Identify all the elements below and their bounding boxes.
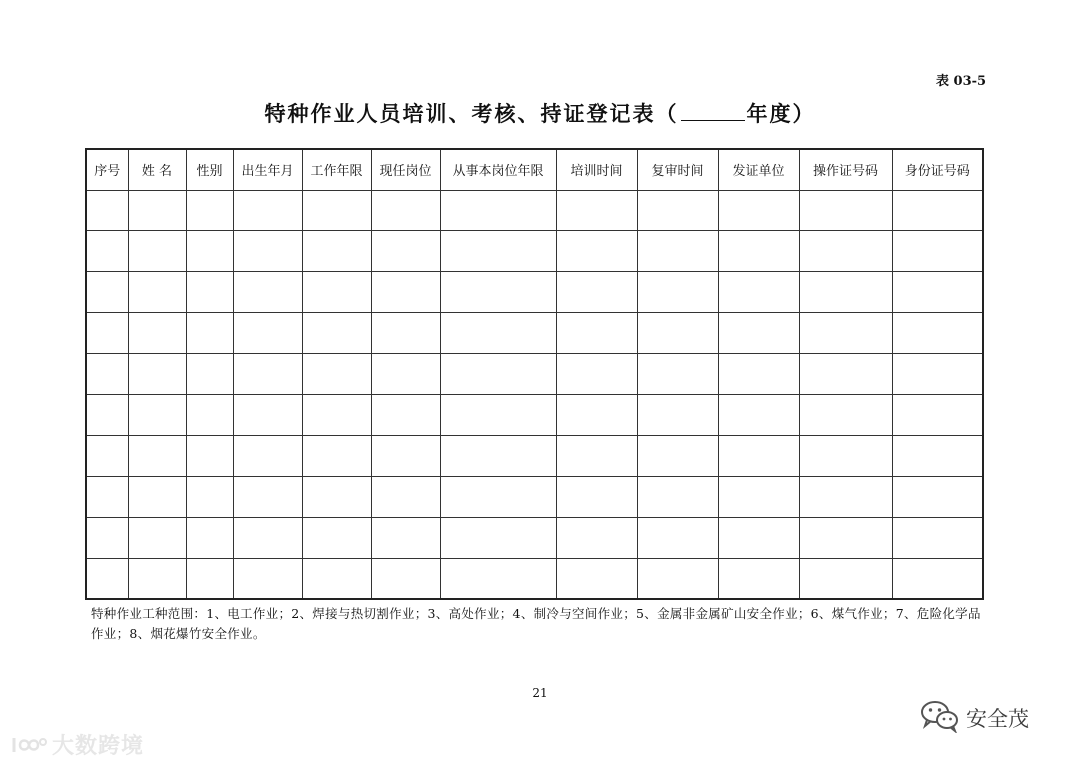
table-cell [440, 394, 556, 435]
table-cell [233, 394, 302, 435]
table-row [86, 231, 983, 272]
table-cell [892, 394, 983, 435]
form-code: 表 03-5 [936, 74, 987, 89]
table-cell [637, 517, 718, 558]
table-row [86, 476, 983, 517]
registration-table [85, 148, 984, 600]
table-cell [892, 517, 983, 558]
table-cell [371, 435, 440, 476]
table-cell [302, 517, 371, 558]
table-cell [718, 394, 799, 435]
table-cell [440, 313, 556, 354]
table-cell [556, 517, 637, 558]
table-cell [637, 190, 718, 231]
table-cell [302, 476, 371, 517]
year-blank [681, 100, 745, 121]
table-cell [128, 231, 186, 272]
table-cell [440, 272, 556, 313]
table-cell [86, 190, 128, 231]
table-cell [556, 476, 637, 517]
table-row [86, 272, 983, 313]
table-cell [892, 313, 983, 354]
table-cell [556, 558, 637, 599]
table-cell [186, 190, 233, 231]
table-cell [86, 558, 128, 599]
table-cell [718, 190, 799, 231]
table-cell [86, 517, 128, 558]
table-cell [892, 272, 983, 313]
header-cell: 序号 [86, 149, 128, 190]
table-cell [371, 354, 440, 395]
table-cell [233, 435, 302, 476]
table-cell [371, 558, 440, 599]
table-cell [128, 435, 186, 476]
table-cell [233, 313, 302, 354]
header-cell: 性别 [186, 149, 233, 190]
table-cell [186, 231, 233, 272]
table-cell [371, 476, 440, 517]
table-cell [718, 558, 799, 599]
header-cell: 复审时间 [637, 149, 718, 190]
table-cell [186, 313, 233, 354]
table-cell [371, 190, 440, 231]
table-cell [718, 231, 799, 272]
table-cell [556, 231, 637, 272]
watermark-left [10, 729, 144, 760]
table-cell [86, 272, 128, 313]
table-cell [128, 476, 186, 517]
table-cell [86, 231, 128, 272]
table-cell [637, 272, 718, 313]
table-cell [86, 394, 128, 435]
table-cell [86, 435, 128, 476]
table-cell [233, 272, 302, 313]
table-cell [799, 272, 892, 313]
page-title [0, 98, 1080, 128]
table-cell [440, 476, 556, 517]
table-cell [799, 394, 892, 435]
table-row [86, 435, 983, 476]
table-cell [233, 190, 302, 231]
header-row [86, 149, 983, 190]
table-cell [186, 435, 233, 476]
header-cell: 操作证号码 [799, 149, 892, 190]
table-cell [371, 231, 440, 272]
table-cell [556, 190, 637, 231]
table-cell [799, 231, 892, 272]
header-cell: 出生年月 [233, 149, 302, 190]
table-cell [637, 476, 718, 517]
header-cell: 工作年限 [302, 149, 371, 190]
table-cell [86, 354, 128, 395]
table-cell [892, 231, 983, 272]
table-cell [799, 190, 892, 231]
page-number: 21 [532, 686, 548, 700]
title-prefix: 特种作业人员培训、考核、持证登记表（ [264, 101, 679, 126]
table-cell [440, 190, 556, 231]
table-cell [371, 517, 440, 558]
table-cell [128, 558, 186, 599]
header-cell: 现任岗位 [371, 149, 440, 190]
table-cell [302, 313, 371, 354]
table-row [86, 394, 983, 435]
table-cell [799, 435, 892, 476]
table-row [86, 558, 983, 599]
table-cell [799, 313, 892, 354]
table-cell [440, 435, 556, 476]
table-cell [440, 558, 556, 599]
table-cell [186, 354, 233, 395]
table-cell [637, 231, 718, 272]
table-cell [302, 394, 371, 435]
table-cell [302, 435, 371, 476]
header-cell: 从事本岗位年限 [440, 149, 556, 190]
table-cell [637, 313, 718, 354]
infinity-logo-icon [10, 734, 48, 756]
table-cell [556, 394, 637, 435]
table-cell [718, 435, 799, 476]
header-cell: 发证单位 [718, 149, 799, 190]
table-cell [302, 231, 371, 272]
table-cell [718, 354, 799, 395]
table-cell [799, 517, 892, 558]
table-cell [556, 313, 637, 354]
table-cell [799, 476, 892, 517]
table-cell [302, 354, 371, 395]
wechat-icon [920, 699, 960, 738]
header-cell: 姓 名 [128, 149, 186, 190]
watermark-right-text: 安全茂 [966, 707, 1029, 731]
table-body [86, 190, 983, 599]
table-cell [302, 272, 371, 313]
table-cell [302, 558, 371, 599]
table-cell [556, 435, 637, 476]
table-row [86, 354, 983, 395]
table-cell [440, 354, 556, 395]
table-cell [128, 190, 186, 231]
table-cell [637, 558, 718, 599]
watermark-right [920, 700, 1029, 736]
table-cell [128, 394, 186, 435]
table-cell [718, 313, 799, 354]
table-cell [556, 354, 637, 395]
table-cell [718, 476, 799, 517]
table-cell [186, 272, 233, 313]
table-cell [637, 354, 718, 395]
table-cell [128, 313, 186, 354]
table-cell [233, 517, 302, 558]
table-cell [371, 313, 440, 354]
table-cell [892, 435, 983, 476]
table-cell [186, 517, 233, 558]
table-cell [892, 190, 983, 231]
table-cell [128, 272, 186, 313]
table-cell [233, 354, 302, 395]
header-cell: 培训时间 [556, 149, 637, 190]
table-cell [302, 190, 371, 231]
table-cell [371, 394, 440, 435]
title-suffix: 年度） [746, 101, 816, 126]
table-row [86, 517, 983, 558]
work-type-note: 特种作业工种范围：1、电工作业；2、焊接与热切割作业；3、高处作业；4、制冷与空间作业；5、金属非金属矿山安全作业；6、煤气作业；7、危险化学品作业；8、烟花爆竹安全作业。 [91, 606, 981, 641]
table-cell [718, 272, 799, 313]
table-cell [86, 313, 128, 354]
table-cell [233, 476, 302, 517]
table-cell [86, 476, 128, 517]
table-row [86, 190, 983, 231]
table-cell [440, 517, 556, 558]
table-cell [371, 272, 440, 313]
table-cell [799, 558, 892, 599]
table-cell [128, 517, 186, 558]
table-cell [892, 558, 983, 599]
table-row [86, 313, 983, 354]
table-cell [186, 394, 233, 435]
table-cell [637, 435, 718, 476]
table-cell [892, 476, 983, 517]
header-cell: 身份证号码 [892, 149, 983, 190]
table-cell [892, 354, 983, 395]
table-cell [233, 231, 302, 272]
table-cell [799, 354, 892, 395]
table-cell [637, 394, 718, 435]
table-cell [186, 558, 233, 599]
table-cell [556, 272, 637, 313]
table-cell [128, 354, 186, 395]
table-cell [440, 231, 556, 272]
table-cell [233, 558, 302, 599]
watermark-left-text: 大数跨境 [52, 734, 145, 759]
table-cell [718, 517, 799, 558]
table-cell [186, 476, 233, 517]
